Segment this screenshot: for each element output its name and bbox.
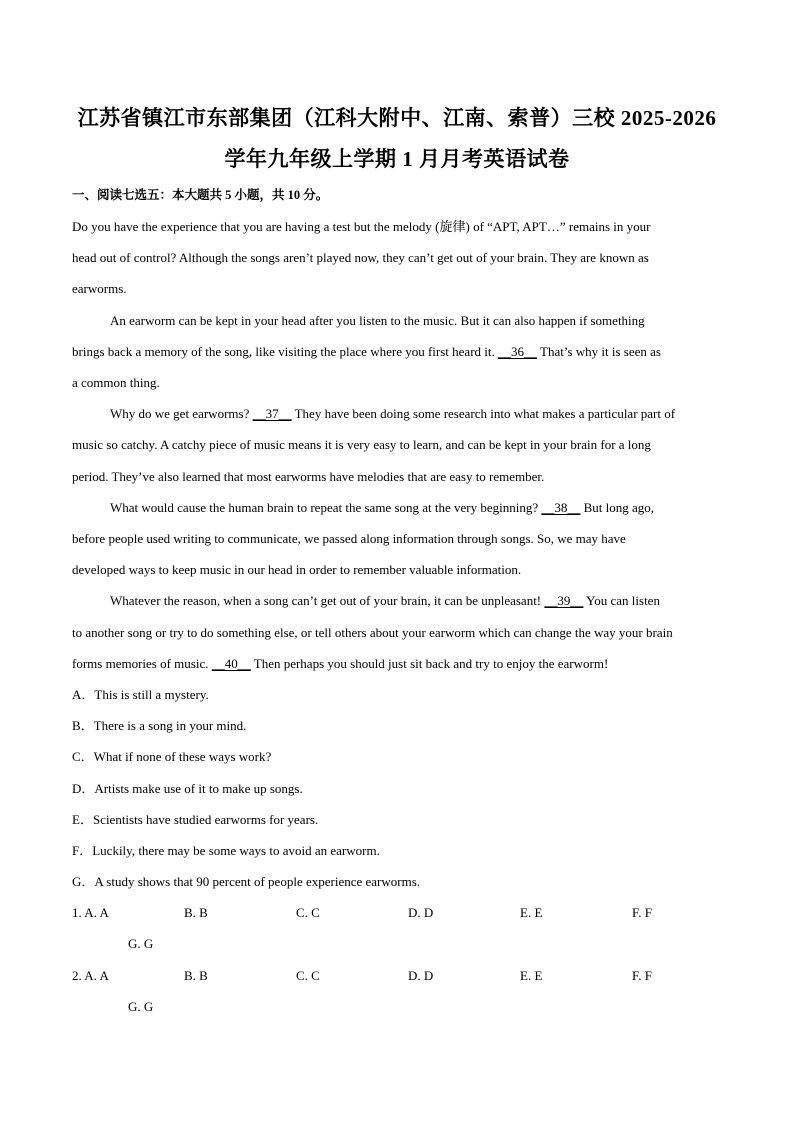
passage-line: earworms. bbox=[72, 281, 127, 296]
passage-line: An earworm can be kept in your head after you listen to the music. But it can also happen if something bbox=[110, 313, 645, 328]
passage-text: Why do we get earworms? bbox=[110, 406, 253, 421]
choice-g: G．A study shows that 90 percent of people experience earworms. bbox=[72, 874, 421, 889]
choice-e: E．Scientists have studied earworms for years. bbox=[72, 812, 319, 827]
question-2-option-e[interactable]: E. E bbox=[520, 968, 543, 983]
passage-line bbox=[72, 656, 722, 672]
question-2-option-c[interactable]: C. C bbox=[296, 968, 320, 983]
choice-f: F．Luckily, there may be some ways to avoid an earworm. bbox=[72, 843, 380, 858]
passage-text: forms memories of music. bbox=[72, 656, 212, 671]
passage-line bbox=[110, 500, 722, 516]
question-1-option-c[interactable]: C. C bbox=[296, 905, 320, 920]
passage-text: brings back a memory of the song, like visiting the place where you first heard it. bbox=[72, 344, 498, 359]
passage-line: to another song or try to do something else, or tell others about your earworm which can change the way your brain bbox=[72, 625, 673, 640]
question-1-option-b[interactable]: B. B bbox=[184, 905, 208, 920]
passage-line: before people used writing to communicate, we passed along information through songs. So, we may have bbox=[72, 531, 626, 546]
blank-39: __39__ bbox=[544, 593, 584, 608]
passage-line bbox=[110, 593, 722, 609]
question-2-option-a[interactable]: 2. A. A bbox=[72, 968, 109, 983]
question-1-option-g[interactable]: G. G bbox=[128, 936, 154, 951]
question-2-option-g[interactable]: G. G bbox=[128, 999, 154, 1014]
passage-text: But long ago, bbox=[580, 500, 655, 515]
passage-line: music so catchy. A catchy piece of music means it is very easy to learn, and can be kept in your brain for a long bbox=[72, 437, 651, 452]
passage-text: You can listen bbox=[583, 593, 660, 608]
choice-d: D．Artists make use of it to make up songs. bbox=[72, 781, 303, 796]
section-heading: 一、阅读七选五：本大题共 5 小题，共 10 分。 bbox=[72, 188, 329, 202]
passage-text: That’s why it is seen as bbox=[537, 344, 661, 359]
question-2-option-f[interactable]: F. F bbox=[632, 968, 652, 983]
passage-line: a common thing. bbox=[72, 375, 160, 390]
question-1-option-a[interactable]: 1. A. A bbox=[72, 905, 109, 920]
question-1-option-f[interactable]: F. F bbox=[632, 905, 652, 920]
blank-40: __40__ bbox=[211, 656, 251, 671]
passage-line: period. They’ve also learned that most earworms have melodies that are easy to remember. bbox=[72, 469, 545, 484]
question-1-option-e[interactable]: E. E bbox=[520, 905, 543, 920]
blank-38: __38__ bbox=[541, 500, 581, 515]
exam-title-line-1: 江苏省镇江市东部集团（江科大附中、江南、索普）三校 2025-2026 bbox=[77, 106, 717, 130]
passage-text: They have been doing some research into what makes a particular part of bbox=[291, 406, 676, 421]
choice-c: C．What if none of these ways work? bbox=[72, 749, 272, 764]
question-2-option-b[interactable]: B. B bbox=[184, 968, 208, 983]
blank-36: __36__ bbox=[498, 344, 537, 359]
passage-line: developed ways to keep music in our head in order to remember valuable information. bbox=[72, 562, 522, 577]
passage-line bbox=[72, 344, 722, 360]
question-2-option-d[interactable]: D. D bbox=[408, 968, 434, 983]
passage-line: head out of control? Although the songs aren’t played now, they can’t get out of your brain. They are known as bbox=[72, 250, 649, 265]
passage-line bbox=[110, 406, 722, 422]
question-1-option-d[interactable]: D. D bbox=[408, 905, 434, 920]
exam-title-line-2: 学年九年级上学期 1 月月考英语试卷 bbox=[224, 147, 570, 171]
choice-a: A．This is still a mystery. bbox=[72, 687, 209, 702]
passage-text: Whatever the reason, when a song can’t get out of your brain, it can be unpleasant! bbox=[110, 593, 545, 608]
passage-text: Then perhaps you should just sit back and try to enjoy the earworm! bbox=[250, 656, 609, 671]
passage-line: Do you have the experience that you are having a test but the melody (旋律) of “APT, APT…” remains in your bbox=[72, 219, 651, 234]
choice-b: B．There is a song in your mind. bbox=[72, 718, 247, 733]
passage-text: What would cause the human brain to repeat the same song at the very beginning? bbox=[110, 500, 542, 515]
blank-37: __37__ bbox=[252, 406, 292, 421]
